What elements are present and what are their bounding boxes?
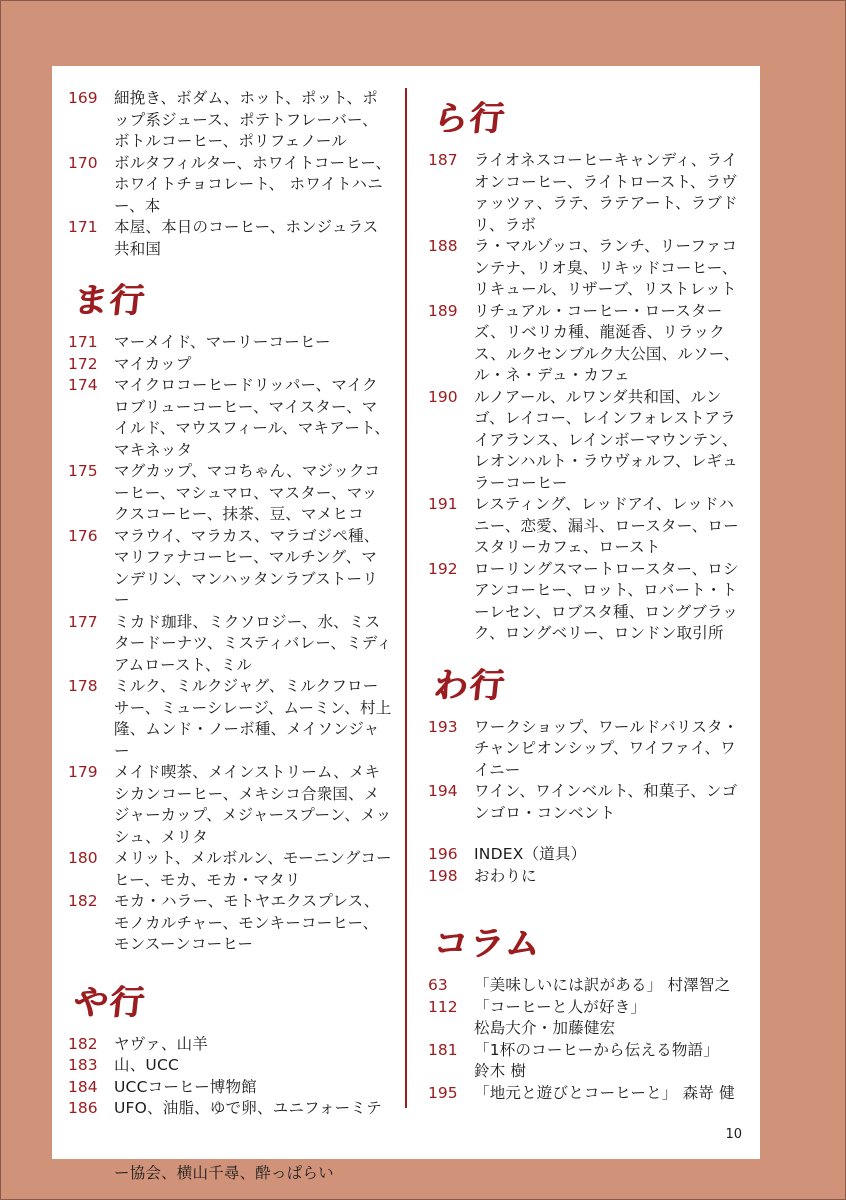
index-entry <box>68 1055 392 1077</box>
entry-text: 本屋、本日のコーヒー、ホンジュラス共和国 <box>114 218 379 258</box>
page-ref-number: 179 <box>68 763 98 781</box>
index-entry <box>68 153 392 218</box>
entries-index <box>428 844 748 887</box>
page-ref-number: 177 <box>68 612 98 631</box>
index-entry <box>68 1034 392 1056</box>
entry-text: UFO、油脂、ゆで卵、ユニフォーミテ ー協会、横山千尋、酔っぱらい <box>114 1099 382 1182</box>
index-entry <box>68 217 392 260</box>
page-ref-number: 192 <box>428 559 458 578</box>
page-ref-number: 170 <box>68 153 98 172</box>
entry-text: マイカップ <box>114 354 192 373</box>
entry-text: ミルク、ミルクジャグ、ミルクフローサー、ミューシレージ、ムーミン、村上隆、ムンド・ノーボ種、メイソンジャー <box>114 677 392 760</box>
index-entry <box>428 717 748 782</box>
page-ref-number: 191 <box>428 495 458 513</box>
index-entry <box>428 301 748 387</box>
entries-ya-gyo <box>68 1034 392 1185</box>
index-entry <box>68 375 392 461</box>
heading-wa-gyo: わ行 <box>431 665 508 705</box>
entry-text: マグカップ、マコちゃん、マジックコーヒー、マシュマロ、マスター、マックスコーヒー、抹茶、豆、マメヒコ <box>114 462 381 523</box>
heading-ya-gyo: や行 <box>71 982 148 1022</box>
entry-text: メリット、メルボルン、モーニングコーヒー、モカ、モカ・マタリ <box>114 849 392 889</box>
index-entry <box>428 844 748 866</box>
index-entry <box>428 1040 748 1083</box>
index-entry <box>68 612 392 677</box>
page-ref-number: 188 <box>428 237 458 255</box>
entry-text: UCCコーヒー博物館 <box>114 1077 257 1096</box>
index-entry <box>68 891 392 956</box>
entry-text: マイクロコーヒードリッパー、マイクロブリューコーヒー、マイスター、マイルド、マウスフィール、マキアート、マキネッタ <box>114 376 391 459</box>
page-ref-number: 178 <box>68 677 98 695</box>
page-ref-number: 184 <box>68 1077 98 1096</box>
entry-text: ワークショップ、ワールドバリスタ・チャンピオンシップ、ワイファイ、ワイニー <box>474 717 739 779</box>
index-entry <box>428 975 748 997</box>
page-ref-number: 175 <box>68 462 98 480</box>
page-ref-number: 112 <box>428 997 458 1016</box>
page-ref-number: 180 <box>68 849 98 867</box>
right-column <box>428 88 748 1104</box>
index-entry <box>68 762 392 848</box>
index-entry <box>428 997 748 1040</box>
entry-text: ワイン、ワインベルト、和菓子、ンゴンゴロ・コンベント <box>474 782 738 822</box>
index-entry <box>68 332 392 354</box>
page-ref-number: 182 <box>68 1034 98 1053</box>
page-ref-number: 171 <box>68 218 98 236</box>
index-entry <box>428 1083 748 1105</box>
page-ref-number: 63 <box>428 976 448 994</box>
page-ref-number: 186 <box>68 1099 98 1117</box>
entry-text: マーメイド、マーリーコーヒー <box>114 333 331 351</box>
entries-ra-gyo <box>428 150 748 645</box>
entries-wa-gyo <box>428 717 748 825</box>
entry-text: 山、UCC <box>114 1056 179 1074</box>
page-number: 10 <box>725 1127 742 1142</box>
entries-top <box>68 88 392 260</box>
entry-text: ローリングスマートロースター、ロシアンコーヒー、ロット、ロバート・トーレセン、ロブスタ種、ロングブラック、ロングベリー、ロンドン取引所 <box>474 559 739 642</box>
entry-text: 「1杯のコーヒーから伝える物語」 鈴木 樹 <box>474 1040 719 1080</box>
page-ref-number: 169 <box>68 89 98 107</box>
page-ref-number: 190 <box>428 387 458 406</box>
column-divider <box>405 88 407 1108</box>
index-entry <box>68 461 392 526</box>
page-ref-number: 189 <box>428 301 458 320</box>
heading-ra-gyo: ら行 <box>431 98 508 139</box>
entry-text: メイド喫茶、メインストリーム、メキシカンコーヒー、メキシコ合衆国、メジャーカップ、メジャースプーン、メッシュ、メリタ <box>114 763 392 846</box>
entry-text: ボルタフィルター、ホワイトコーヒー、ホワイトチョコレート、 ホワイトハニー、本 <box>114 153 392 215</box>
index-entry <box>428 236 748 301</box>
page-ref-number: 183 <box>68 1056 98 1074</box>
page-ref-number: 181 <box>428 1040 458 1059</box>
entry-text: ルノアール、ルワンダ共和国、ルンゴ、レイコー、レインフォレストアライアランス、レインボーマウンテン、レオンハルト・ラウヴォルフ、レギュラーコーヒー <box>474 387 738 492</box>
index-entry <box>428 781 748 824</box>
entry-text: ラ・マルゾッコ、ランチ、リーファコンテナ、リオ臭、リキッドコーヒー、リキュール、リザーブ、リストレット <box>474 237 738 298</box>
page-ref-number: 187 <box>428 151 458 169</box>
page-ref-number: 171 <box>68 333 98 351</box>
index-entry <box>68 676 392 762</box>
page-ref-number: 198 <box>428 866 458 885</box>
page-ref-number: 176 <box>68 526 98 545</box>
index-entry <box>68 526 392 612</box>
left-column <box>68 88 392 1184</box>
index-entry <box>428 387 748 495</box>
heading-ma-gyo: ま行 <box>71 280 148 321</box>
entry-text: ヤヴァ、山羊 <box>114 1034 209 1053</box>
entry-text: レスティング、レッドアイ、レッドハニー、恋愛、漏斗、ロースター、ロースタリーカフェ、ロースト <box>474 495 739 556</box>
index-entry <box>68 354 392 376</box>
index-entry <box>428 559 748 645</box>
entries-ma-gyo <box>68 332 392 956</box>
spacer <box>428 824 748 844</box>
index-entry <box>68 848 392 891</box>
entry-text: ライオネスコーヒーキャンディ、ライオンコーヒー、ライトロースト、ラヴァッツァ、ラテ、ラテアート、ラブドリ、ラボ <box>474 151 738 234</box>
index-entry <box>68 1077 392 1099</box>
entry-text: 「コーヒーと人が好き」 松島大介・加藤健宏 <box>474 997 647 1037</box>
entry-text: モカ・ハラー、モトヤエクスプレス、モノカルチャー、モンキーコーヒー、モンスーンコーヒー <box>114 892 380 953</box>
entry-text: 「美味しいには訳がある」 村澤智之 <box>474 976 731 994</box>
index-entry <box>428 150 748 236</box>
index-entry <box>68 88 392 153</box>
page-ref-number: 182 <box>68 892 98 910</box>
entries-column <box>428 975 748 1104</box>
entry-text: 細挽き、ボダム、ホット、ポット、ポップ系ジュース、ポテトフレーバー、ボトルコーヒー、ポリフェノール <box>114 89 378 150</box>
page-ref-number: 193 <box>428 717 458 736</box>
entry-text: おわりに <box>474 866 537 885</box>
entry-text: リチュアル・コーヒー・ロースターズ、リベリカ種、龍涎香、リラックス、ルクセンブルク大公国、ルソー、ル・ネ・デュ・カフェ <box>474 301 740 384</box>
page-ref-number: 195 <box>428 1083 458 1102</box>
entry-text: マラウイ、マラカス、マラゴジペ種、マリファナコーヒー、マルチング、マンデリン、マンハッタンラブストーリー <box>114 526 380 609</box>
page-ref-number: 194 <box>428 782 458 800</box>
entry-text: INDEX（道具） <box>474 845 587 863</box>
page-ref-number: 174 <box>68 376 98 394</box>
heading-column: コラム <box>431 923 544 964</box>
entry-text: 「地元と遊びとコーヒーと」 森嵜 健 <box>474 1083 735 1102</box>
page-ref-number: 196 <box>428 845 458 863</box>
page-ref-number: 172 <box>68 354 98 373</box>
index-entry <box>428 866 748 888</box>
entry-text: ミカド珈琲、ミクソロジー、水、ミスタードーナツ、ミスティバレー、ミディアムロースト、ミル <box>114 612 392 674</box>
page-footer <box>52 1121 760 1159</box>
index-entry <box>428 494 748 559</box>
